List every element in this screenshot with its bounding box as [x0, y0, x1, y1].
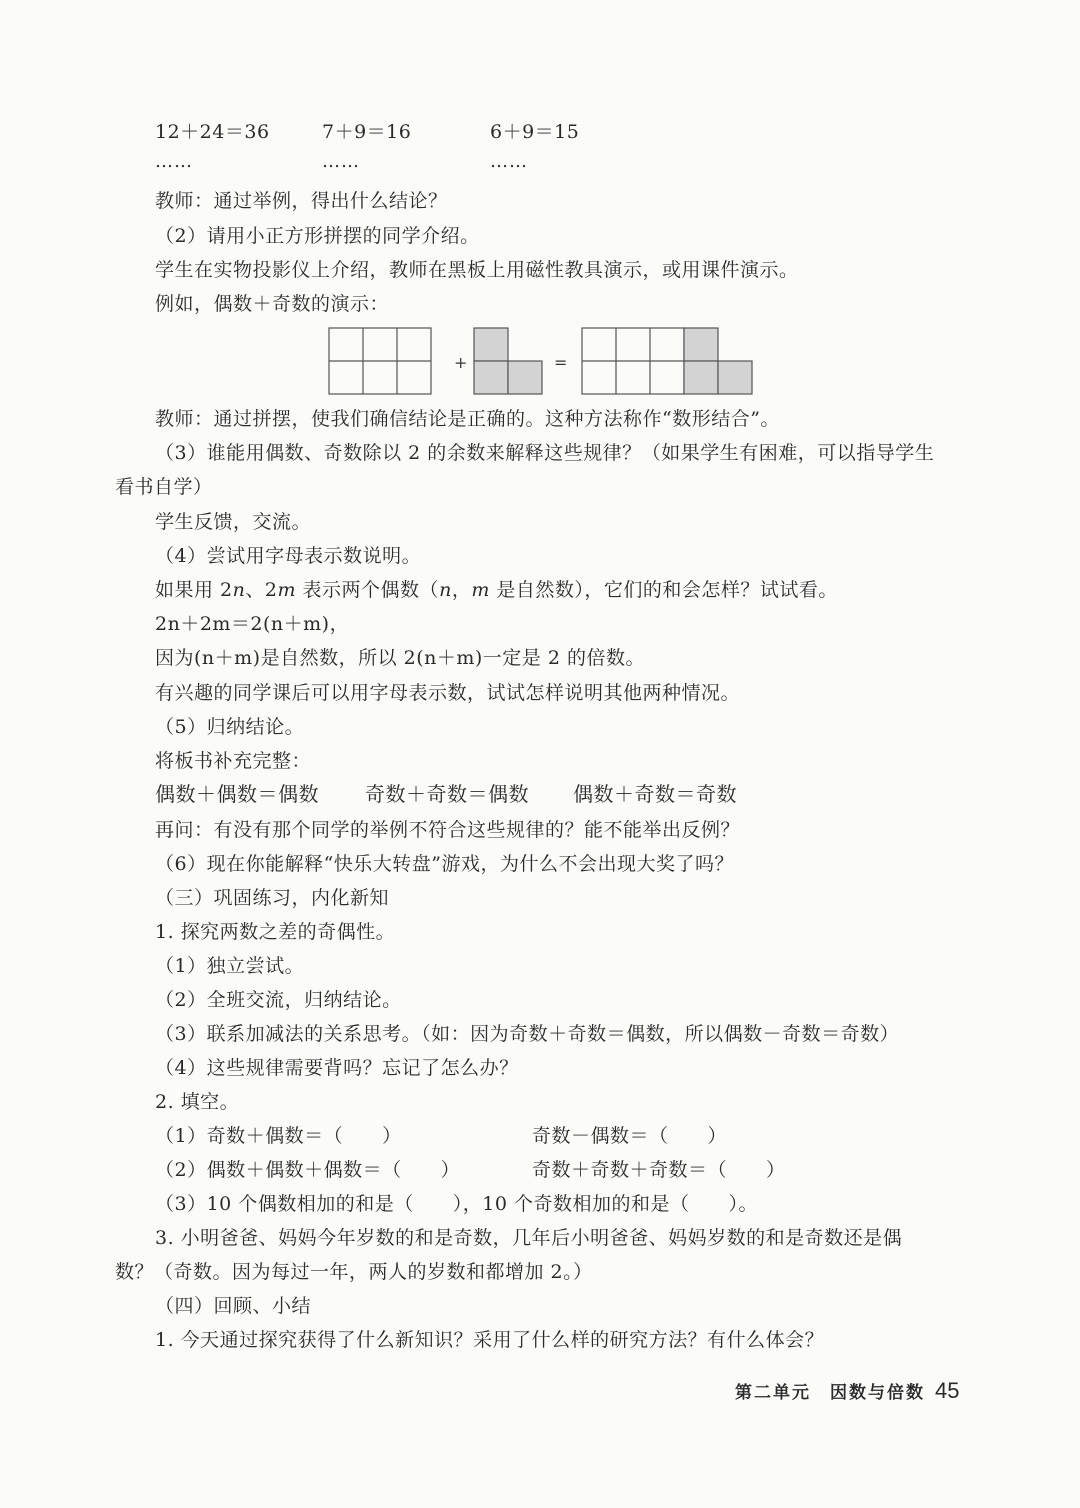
- text-line: 1. 今天通过探究获得了什么新知识？采用了什么样的研究方法？有什么体会？: [155, 1329, 825, 1351]
- text-line: 学生在实物投影仪上介绍，教师在黑板上用磁性教具演示，或用课件演示。: [155, 259, 799, 281]
- text-line-variables: 如果用 2n、2m 表示两个偶数（n，m 是自然数），它们的和会怎样？试试看。: [155, 579, 838, 601]
- text-line: （2）全班交流，归纳结论。: [155, 989, 402, 1011]
- blank-question-1a: （1）奇数＋偶数＝（ ）: [155, 1125, 402, 1147]
- blank-question-2b: 奇数＋奇数＋奇数＝（ ）: [532, 1159, 786, 1181]
- example-1: 12＋24＝36: [155, 121, 270, 143]
- text-line: 看书自学）: [115, 476, 213, 498]
- text-line: 教师：通过举例，得出什么结论？: [155, 190, 448, 212]
- text-line: 2. 填空。: [155, 1091, 240, 1113]
- text-line: （3）10 个偶数相加的和是（ ），10 个奇数相加的和是（ ）。: [155, 1193, 759, 1215]
- text-line: 因为(n＋m)是自然数，所以 2(n＋m)一定是 2 的倍数。: [155, 647, 645, 669]
- example-2: 7＋9＝16: [322, 121, 412, 143]
- rule-odd-odd: 奇数＋奇数＝偶数: [365, 782, 529, 806]
- ellipsis-3: ……: [490, 151, 528, 172]
- page-footer: [735, 1378, 959, 1404]
- section-heading: （三）巩固练习，内化新知: [155, 887, 390, 909]
- formula-line: 2n＋2m＝2(n＋m)，: [155, 613, 350, 635]
- equals-sign: =: [554, 353, 568, 372]
- blank-question-2a: （2）偶数＋偶数＋偶数＝（ ）: [155, 1159, 461, 1181]
- text-line: （4）尝试用字母表示数说明。: [155, 545, 422, 567]
- text-line: 数？（奇数。因为每过一年，两人的岁数和都增加 2。）: [115, 1261, 593, 1283]
- text-line: （5）归纳结论。: [155, 716, 305, 738]
- even-block: [329, 328, 431, 394]
- plus-sign: +: [454, 353, 468, 372]
- odd-block: [474, 328, 542, 394]
- text-line: （6）现在你能解释“快乐大转盘”游戏，为什么不会出现大奖了吗？: [155, 853, 735, 875]
- text-line: （2）请用小正方形拼摆的同学介绍。: [155, 225, 480, 247]
- page-number: 45: [935, 1378, 960, 1403]
- example-3: 6＋9＝15: [490, 121, 580, 143]
- result-block: [582, 328, 752, 394]
- ellipsis-2: ……: [322, 151, 360, 172]
- text-line: 教师：通过拼摆，使我们确信结论是正确的。这种方法称作“数形结合”。: [155, 408, 780, 430]
- ellipsis-1: ……: [155, 151, 193, 172]
- section-heading: （四）回顾、小结: [155, 1295, 312, 1317]
- text-line: 3. 小明爸爸、妈妈今年岁数的和是奇数，几年后小明爸爸、妈妈岁数的和是奇数还是偶: [155, 1227, 903, 1249]
- text-line: （1）独立尝试。: [155, 955, 305, 977]
- text-line: 再问：有没有那个同学的举例不符合这些规律的？能不能举出反例？: [155, 819, 741, 841]
- text-line: 1. 探究两数之差的奇偶性。: [155, 921, 396, 943]
- text-line: 例如，偶数＋奇数的演示：: [155, 293, 390, 315]
- text-line: （4）这些规律需要背吗？忘记了怎么办？: [155, 1057, 519, 1079]
- blank-question-1b: 奇数－偶数＝（ ）: [532, 1125, 728, 1147]
- square-tiling-figure: [326, 326, 756, 396]
- text-line: 将板书补充完整：: [155, 750, 312, 772]
- rule-even-odd: 偶数＋奇数＝奇数: [573, 782, 737, 806]
- text-line: （3）谁能用偶数、奇数除以 2 的余数来解释这些规律？（如果学生有困难，可以指导学生: [155, 442, 935, 464]
- text-line: 学生反馈，交流。: [155, 511, 312, 533]
- rule-even-even: 偶数＋偶数＝偶数: [155, 782, 319, 806]
- text-line: （3）联系加减法的关系思考。（如：因为奇数＋奇数＝偶数，所以偶数－奇数＝奇数）: [155, 1023, 900, 1045]
- text-line: 有兴趣的同学课后可以用字母表示数，试试怎样说明其他两种情况。: [155, 682, 741, 704]
- chapter-title: 第二单元 因数与倍数: [735, 1383, 925, 1403]
